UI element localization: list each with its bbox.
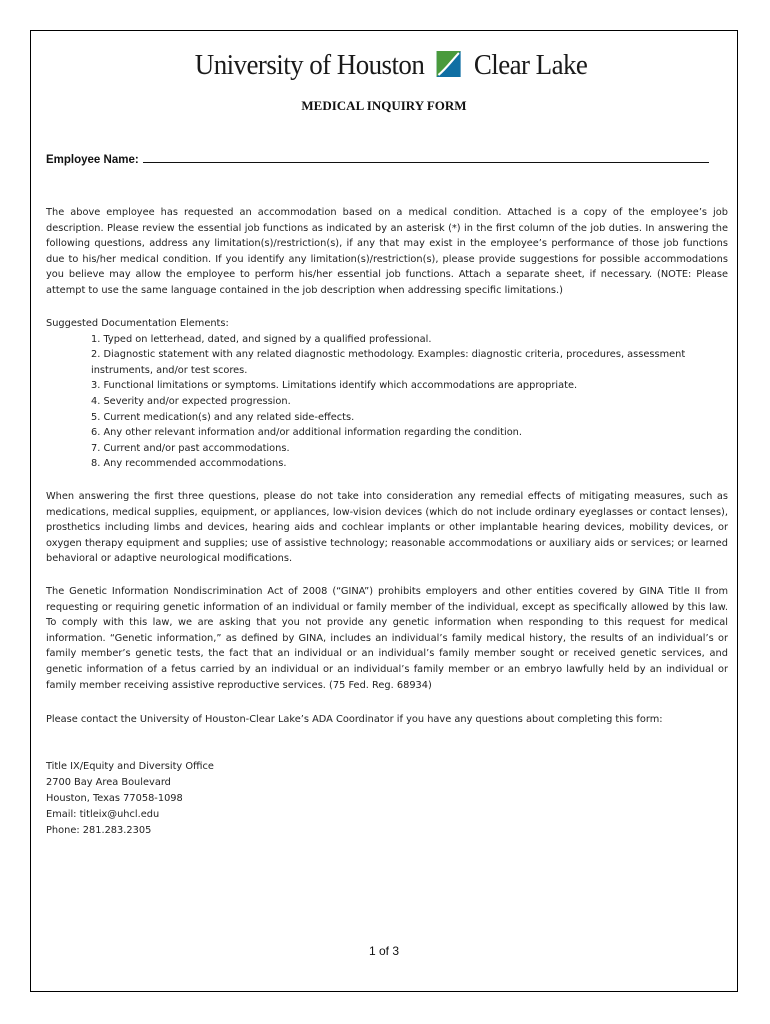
contact-email: Email: titleix@uhcl.edu bbox=[46, 809, 160, 820]
university-logo bbox=[171, 45, 611, 85]
list-item: 6. Any other relevant information and/or additional information regarding the condition. bbox=[91, 427, 523, 439]
employee-name-row bbox=[46, 151, 709, 166]
employee-name-label: Employee Name: bbox=[46, 154, 139, 166]
intro-paragraph: The above employee has requested an accommodation based on a medical condition. Attached is a copy of the employee’s job description. Please review the essential job functions as indicated by an asterisk (*) in the first column of the job duties. In answering the following questions, address any limitation(s)/restriction(s), if any that may exist in the employee’s performance of those job functions due to his/her medical condition. If you identify any limitation(s)/restriction(s), please provide suggestions for possible accommodations you believe may allow the employee to perform his/her essential job functions. Attach a separate sheet, if necessary. (NOTE: Please attempt to use the same language contained in the job description when addressing specific limitations.) bbox=[46, 207, 728, 296]
logo-text-left: University of Houston bbox=[194, 48, 425, 81]
list-item: 8. Any recommended accommodations. bbox=[91, 458, 287, 470]
document-page bbox=[30, 30, 738, 992]
contact-address bbox=[46, 759, 728, 839]
uhcl-logo-mark-icon bbox=[437, 51, 461, 77]
contact-paragraph: Please contact the University of Houston-Clear Lake’s ADA Coordinator if you have any questions about completing this form: bbox=[46, 714, 663, 725]
list-item: 3. Functional limitations or symptoms. Limitations identify which accommodations are appropriate. bbox=[91, 380, 578, 392]
city-state-zip: Houston, Texas 77058-1098 bbox=[46, 793, 183, 804]
logo-text-right: Clear Lake bbox=[473, 48, 588, 81]
form-title: MEDICAL INQUIRY FORM bbox=[301, 98, 467, 113]
employee-name-field[interactable] bbox=[143, 151, 709, 163]
list-item: 5. Current medication(s) and any related side-effects. bbox=[91, 411, 355, 423]
list-item: 4. Severity and/or expected progression. bbox=[91, 395, 291, 407]
contact-phone: Phone: 281.283.2305 bbox=[46, 825, 152, 836]
list-item: 7. Current and/or past accommodations. bbox=[91, 442, 290, 454]
suggested-list bbox=[46, 332, 728, 472]
suggested-elements bbox=[46, 316, 728, 472]
gina-paragraph: The Genetic Information Nondiscrimination Act of 2008 (“GINA”) prohibits employers and other entities covered by GINA Title II from requesting or requiring genetic information of an individual or family member of the individual, except as specifically allowed by this law. To comply with this law, we are asking that you not provide any genetic information when responding to this request for medical information. “Genetic information,” as defined by GINA, includes an individual’s family medical history, the results of an individual’s or family member’s genetic tests, the fact that an individual or an individual’s family member sought or received genetic services, and genetic information of a fetus carried by an individual or an individual’s family member or an embryo lawfully held by an individual or family member receiving assistive reproductive services. (75 Fed. Reg. 68934) bbox=[46, 586, 728, 691]
street-address: 2700 Bay Area Boulevard bbox=[46, 777, 171, 788]
page-number: 1 of 3 bbox=[368, 944, 400, 958]
suggested-heading: Suggested Documentation Elements: bbox=[46, 318, 229, 329]
list-item: 2. Diagnostic statement with any related diagnostic methodology. Examples: diagnostic criteria, procedures, assessment instruments, and/or test scores. bbox=[91, 349, 686, 376]
list-item: 1. Typed on letterhead, dated, and signed by a qualified professional. bbox=[91, 333, 432, 345]
office-name: Title IX/Equity and Diversity Office bbox=[46, 761, 214, 772]
mitigating-measures-paragraph: When answering the first three questions, please do not take into consideration any remedial effects of mitigating measures, such as medications, medical supplies, equipment, or appliances, low-vision devices (which do not include ordinary eyeglasses or contact lenses), prosthetics including limbs and devices, hearing aids and cochlear implants or other implantable hearing devices, mobility devices, or oxygen therapy equipment and supplies; use of assistive technology; reasonable accommodations or auxiliary aids or services; or learned behavioral or adaptive neurological modifications. bbox=[46, 491, 728, 565]
